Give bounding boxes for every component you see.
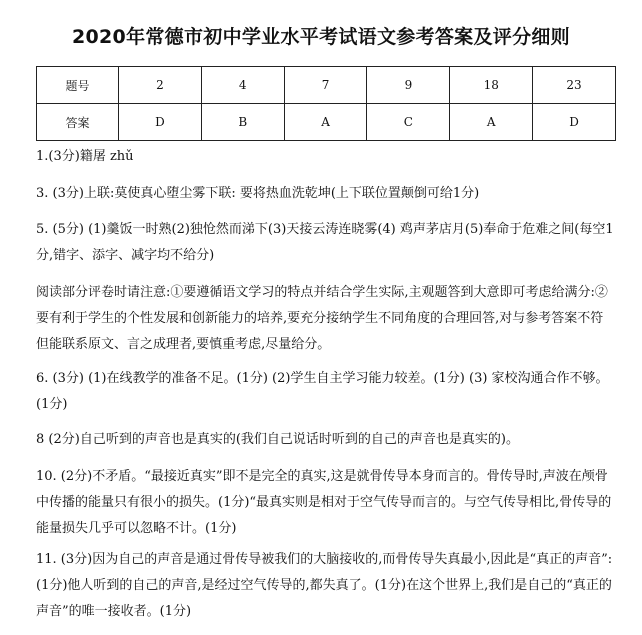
answer-question-3: 3. (3分)上联:莫使真心堕尘雾下联: 要将热血洗乾坤(上下联位置颠倒可给1分) <box>36 186 480 201</box>
answer-table <box>36 66 616 141</box>
answer-question-1: 1.(3分)籍屠 zhǔ <box>36 149 134 164</box>
table-cell: A <box>450 104 533 141</box>
table-cell: D <box>533 104 616 141</box>
table-cell: 答案 <box>37 104 119 141</box>
reading-grading-notes: 阅读部分评卷时请注意:①要遵循语文学习的特点并结合学生实际,主观题答到大意即可考虑给满分:②要有利于学生的个性发展和创新能力的培养,要充分接纳学生不同角度的合理回答,对与参考答案不符但能联系原文、言之成理者,要慎重考虑,尽量给分。 <box>36 285 608 352</box>
table-cell: D <box>119 104 202 141</box>
table-cell: 23 <box>533 67 616 104</box>
table-cell: B <box>201 104 284 141</box>
answer-question-10: 10. (2分)不矛盾。“最接近真实”即不是完全的真实,这是就骨传导本身而言的。骨传导时,声波在颅骨中传播的能量只有很小的损失。(1分)“最真实则是相对于空气传导而言的。与空气传导相比,骨传导的能量损失几乎可以忽略不计。(1分) <box>36 469 612 536</box>
table-row-answers <box>37 104 616 141</box>
table-cell: 4 <box>201 67 284 104</box>
answer-question-5: 5. (5分) (1)羹饭一时熟(2)独怆然而涕下(3)天接云涛连晓雾(4) 鸡声茅店月(5)奉命于危难之间(每空1分,错字、添字、减字均不给分) <box>36 222 614 263</box>
table-row-question-numbers <box>37 67 616 104</box>
answer-question-11: 11. (3分)因为自己的声音是通过骨传导被我们的大脑接收的,而骨传导失真最小,因此是“真正的声音”:(1分)他人听到的自己的声音,是经过空气传导的,都失真了。(1分)在这个世界上,我们是自己的“真正的声音”的唯一接收者。(1分) <box>36 552 613 619</box>
table-cell: 18 <box>450 67 533 104</box>
table-cell: 题号 <box>37 67 119 104</box>
table-cell: A <box>284 104 367 141</box>
table-cell: 9 <box>367 67 450 104</box>
document-title: 2020年常德市初中学业水平考试语文参考答案及评分细则 <box>72 26 570 48</box>
table-cell: C <box>367 104 450 141</box>
answer-question-6: 6. (3分) (1)在线教学的准备不足。(1分) (2)学生自主学习能力较差。(1分) (3) 家校沟通合作不够。(1分) <box>36 371 609 412</box>
table-cell: 7 <box>284 67 367 104</box>
table-cell: 2 <box>119 67 202 104</box>
answer-question-8: 8 (2分)自己听到的声音也是真实的(我们自己说话时听到的自己的声音也是真实的)。 <box>36 432 519 447</box>
